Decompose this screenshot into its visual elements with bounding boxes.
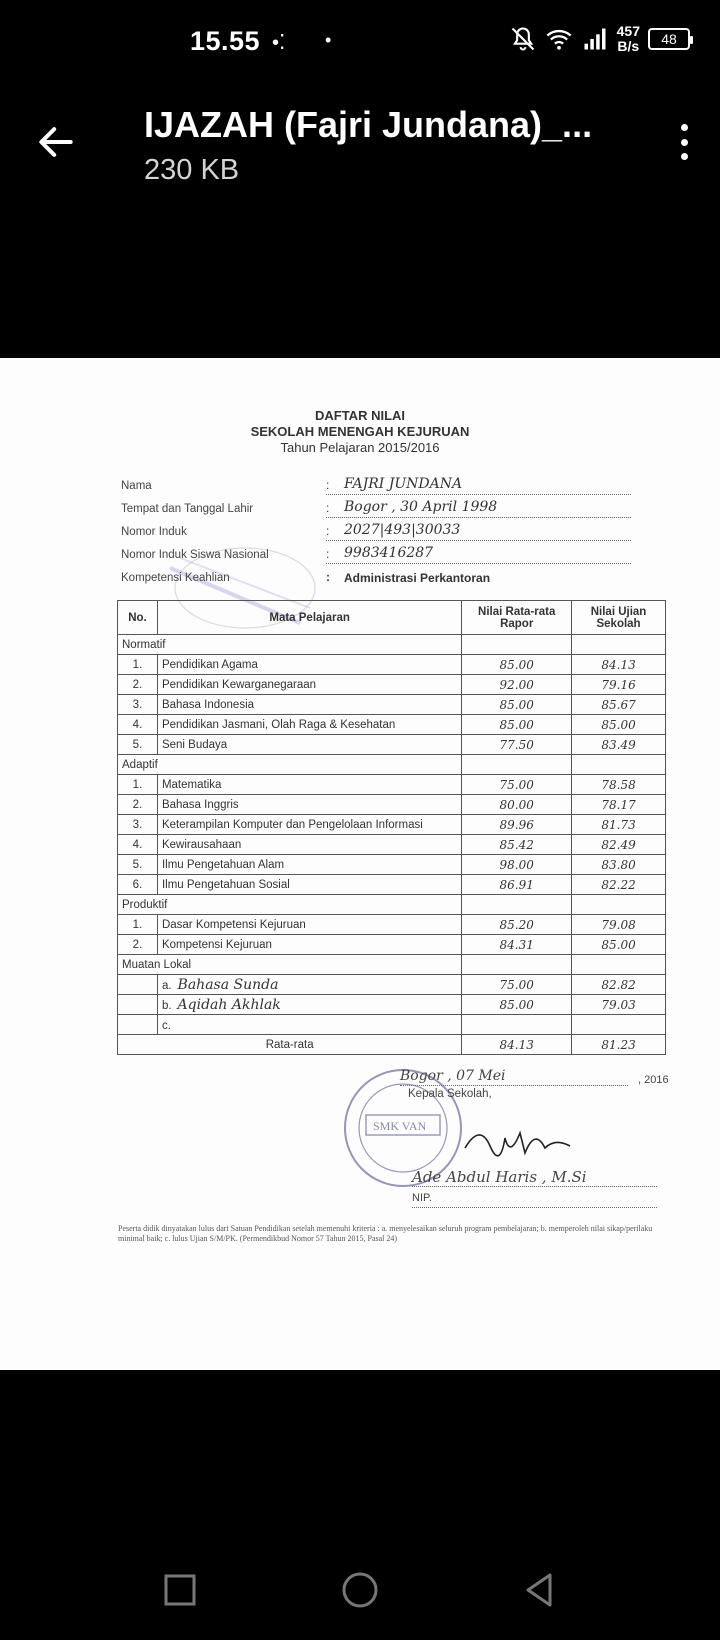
rapor-score: 77.50 bbox=[462, 735, 572, 755]
mute-bell-icon bbox=[509, 25, 537, 53]
section-row bbox=[118, 635, 666, 655]
row-number: 4. bbox=[118, 835, 158, 855]
table-row bbox=[118, 1015, 666, 1035]
principal-signature bbox=[460, 1118, 580, 1168]
student-info bbox=[121, 476, 641, 591]
subject-cell bbox=[157, 1015, 461, 1035]
info-row bbox=[121, 476, 641, 499]
empty-cell bbox=[462, 755, 572, 775]
exam-score: 79.03 bbox=[572, 995, 666, 1015]
back-nav-icon[interactable] bbox=[520, 1570, 560, 1610]
row-number: 4. bbox=[118, 715, 158, 735]
section-label: Normatif bbox=[118, 635, 462, 655]
document-title: DAFTAR NILAI bbox=[314, 408, 406, 423]
principal-name: Ade Abdul Haris , M.Si bbox=[412, 1168, 657, 1187]
section-row bbox=[118, 895, 666, 915]
table-row bbox=[118, 915, 666, 935]
empty-cell bbox=[572, 755, 666, 775]
header-subject: Mata Pelajaran bbox=[157, 601, 461, 635]
exam-score: 85.67 bbox=[572, 695, 666, 715]
file-title: IJAZAH (Fajri Jundana)_... bbox=[144, 104, 593, 145]
header-rapor: Nilai Rata-rata Rapor bbox=[462, 601, 572, 635]
subject-name: Dasar Kompetensi Kejuruan bbox=[157, 915, 461, 935]
table-row bbox=[118, 675, 666, 695]
subject-name: Bahasa Sunda bbox=[177, 976, 279, 993]
row-number: 3. bbox=[118, 695, 158, 715]
info-label: Nama bbox=[121, 480, 152, 492]
subject-name: Bahasa Inggris bbox=[157, 795, 461, 815]
subject-name: Bahasa Indonesia bbox=[157, 695, 461, 715]
rapor-score: 92.00 bbox=[462, 675, 572, 695]
row-number: 5. bbox=[118, 735, 158, 755]
more-options-icon[interactable] bbox=[672, 118, 696, 166]
average-rapor: 84.13 bbox=[462, 1035, 572, 1055]
rapor-score: 75.00 bbox=[462, 975, 572, 995]
sign-role: Kepala Sekolah, bbox=[408, 1088, 492, 1100]
exam-score bbox=[572, 1015, 666, 1035]
table-row bbox=[118, 975, 666, 995]
subject-name: Ilmu Pengetahuan Sosial bbox=[157, 875, 461, 895]
info-row bbox=[121, 545, 641, 568]
rapor-score: 85.00 bbox=[462, 655, 572, 675]
recent-apps-icon[interactable] bbox=[160, 1570, 200, 1610]
row-number: 2. bbox=[118, 935, 158, 955]
table-row bbox=[118, 875, 666, 895]
info-value: : 2027|493|30033 bbox=[326, 522, 631, 541]
academic-year: Tahun Pelajaran 2015/2016 bbox=[280, 440, 440, 455]
subject-name: Ilmu Pengetahuan Alam bbox=[157, 855, 461, 875]
empty-cell bbox=[462, 955, 572, 975]
row-number bbox=[118, 1015, 158, 1035]
header-no: No. bbox=[118, 601, 158, 635]
header-ujian: Nilai Ujian Sekolah bbox=[572, 601, 666, 635]
rapor-score: 85.20 bbox=[462, 915, 572, 935]
status-bar bbox=[0, 0, 720, 90]
network-speed-value: 457 bbox=[616, 23, 640, 39]
subject-prefix: b. bbox=[161, 999, 172, 1012]
notification-dot-icon: • bbox=[325, 30, 332, 50]
exam-score: 79.16 bbox=[572, 675, 666, 695]
empty-cell bbox=[572, 955, 666, 975]
row-number: 1. bbox=[118, 915, 158, 935]
table-row bbox=[118, 855, 666, 875]
table-row bbox=[118, 775, 666, 795]
subject-name: Pendidikan Agama bbox=[157, 655, 461, 675]
home-icon[interactable] bbox=[340, 1570, 380, 1610]
empty-cell bbox=[462, 895, 572, 915]
rapor-score: 85.42 bbox=[462, 835, 572, 855]
row-number bbox=[118, 975, 158, 995]
footnote: Peserta didik dinyatakan lulus dari Satuan Pendidikan setelah memenuhi kriteria : a. menyelesaikan seluruh program pembelajaran; b. memperoleh nilai sikap/perilaku minimal baik; c. lulus Ujian S/M/PK. (Permendikbud Nomor 57 Tahun 2015, Pasal 24) bbox=[118, 1224, 653, 1243]
network-speed-unit: B/s bbox=[617, 38, 640, 54]
principal-nip: NIP. bbox=[412, 1192, 657, 1208]
subject-name: Pendidikan Kewarganegaraan bbox=[157, 675, 461, 695]
rapor-score: 89.96 bbox=[462, 815, 572, 835]
status-time: 15.55 bbox=[190, 26, 261, 56]
table-row bbox=[118, 655, 666, 675]
average-exam: 81.23 bbox=[572, 1035, 666, 1055]
document-header bbox=[0, 408, 720, 456]
row-number: 3. bbox=[118, 815, 158, 835]
section-row bbox=[118, 755, 666, 775]
section-row bbox=[118, 955, 666, 975]
file-size: 230 KB bbox=[144, 154, 240, 186]
grades-table bbox=[117, 600, 666, 1055]
empty-cell bbox=[462, 635, 572, 655]
info-value: : Bogor , 30 April 1998 bbox=[326, 499, 631, 518]
table-row bbox=[118, 815, 666, 835]
row-number: 5. bbox=[118, 855, 158, 875]
exam-score: 78.17 bbox=[572, 795, 666, 815]
subject-prefix: c. bbox=[161, 1019, 171, 1032]
info-value: : Administrasi Perkantoran bbox=[326, 568, 631, 587]
subject-prefix: a. bbox=[161, 979, 172, 992]
rapor-score: 80.00 bbox=[462, 795, 572, 815]
subject-name: Seni Budaya bbox=[157, 735, 461, 755]
info-label: Kompetensi Keahlian bbox=[121, 572, 230, 584]
exam-score: 78.58 bbox=[572, 775, 666, 795]
exam-score: 81.73 bbox=[572, 815, 666, 835]
grades-body bbox=[118, 635, 666, 1055]
average-label: Rata-rata bbox=[118, 1035, 462, 1055]
rapor-score: 85.00 bbox=[462, 695, 572, 715]
section-label: Adaptif bbox=[118, 755, 462, 775]
exam-score: 85.00 bbox=[572, 715, 666, 735]
svg-text:SMK VAN: SMK VAN bbox=[373, 1119, 427, 1133]
document-image[interactable] bbox=[0, 358, 720, 1370]
subject-name: Pendidikan Jasmani, Olah Raga & Kesehatan bbox=[157, 715, 461, 735]
subject-name: Aqidah Akhlak bbox=[177, 996, 281, 1013]
rapor-score: 84.31 bbox=[462, 935, 572, 955]
info-row bbox=[121, 522, 641, 545]
info-value: : FAJRI JUNDANA bbox=[326, 476, 631, 495]
exam-score: 83.80 bbox=[572, 855, 666, 875]
info-row bbox=[121, 499, 641, 522]
row-number: 2. bbox=[118, 795, 158, 815]
row-number: 2. bbox=[118, 675, 158, 695]
table-row bbox=[118, 795, 666, 815]
subject-name: Matematika bbox=[157, 775, 461, 795]
info-label: Nomor Induk bbox=[121, 526, 187, 538]
exam-score: 85.00 bbox=[572, 935, 666, 955]
notification-dots-icon: •⁚ bbox=[272, 32, 286, 54]
row-number: 1. bbox=[118, 775, 158, 795]
status-icons bbox=[509, 24, 690, 54]
row-number: 1. bbox=[118, 655, 158, 675]
subject-name: Kompetensi Kejuruan bbox=[157, 935, 461, 955]
exam-score: 82.49 bbox=[572, 835, 666, 855]
section-label: Muatan Lokal bbox=[118, 955, 462, 975]
rapor-score: 98.00 bbox=[462, 855, 572, 875]
info-row bbox=[121, 568, 641, 591]
table-row bbox=[118, 715, 666, 735]
subject-name: Kewirausahaan bbox=[157, 835, 461, 855]
sign-place-date: Bogor , 07 Mei bbox=[400, 1068, 628, 1086]
subject-cell bbox=[157, 995, 461, 1015]
rapor-score: 75.00 bbox=[462, 775, 572, 795]
document-subtitle: SEKOLAH MENENGAH KEJURUAN bbox=[250, 424, 470, 439]
exam-score: 84.13 bbox=[572, 655, 666, 675]
info-label: Nomor Induk Siswa Nasional bbox=[121, 549, 269, 561]
table-row bbox=[118, 835, 666, 855]
signal-icon bbox=[581, 25, 609, 53]
rapor-score: 85.00 bbox=[462, 995, 572, 1015]
table-row bbox=[118, 995, 666, 1015]
exam-score: 82.82 bbox=[572, 975, 666, 995]
rapor-score: 85.00 bbox=[462, 715, 572, 735]
navigation-bar bbox=[0, 1540, 720, 1640]
table-header-row bbox=[118, 601, 666, 635]
exam-score: 79.08 bbox=[572, 915, 666, 935]
empty-cell bbox=[572, 895, 666, 915]
network-speed bbox=[617, 24, 640, 54]
info-label: Tempat dan Tanggal Lahir bbox=[121, 503, 254, 515]
average-row bbox=[118, 1035, 666, 1055]
empty-cell bbox=[572, 635, 666, 655]
app-bar bbox=[0, 90, 720, 210]
sign-year: , 2016 bbox=[638, 1074, 669, 1086]
rapor-score: 86.91 bbox=[462, 875, 572, 895]
wifi-icon bbox=[545, 25, 573, 53]
exam-score: 83.49 bbox=[572, 735, 666, 755]
table-row bbox=[118, 695, 666, 715]
section-label: Produktif bbox=[118, 895, 462, 915]
row-number bbox=[118, 995, 158, 1015]
battery-indicator: 48 bbox=[648, 28, 690, 50]
table-row bbox=[118, 735, 666, 755]
row-number: 6. bbox=[118, 875, 158, 895]
table-row bbox=[118, 935, 666, 955]
subject-name: Keterampilan Komputer dan Pengelolaan Informasi bbox=[157, 815, 461, 835]
info-value: : 9983416287 bbox=[326, 545, 631, 564]
rapor-score bbox=[462, 1015, 572, 1035]
exam-score: 82.22 bbox=[572, 875, 666, 895]
subject-cell bbox=[157, 975, 461, 995]
back-arrow-icon[interactable] bbox=[34, 120, 78, 164]
